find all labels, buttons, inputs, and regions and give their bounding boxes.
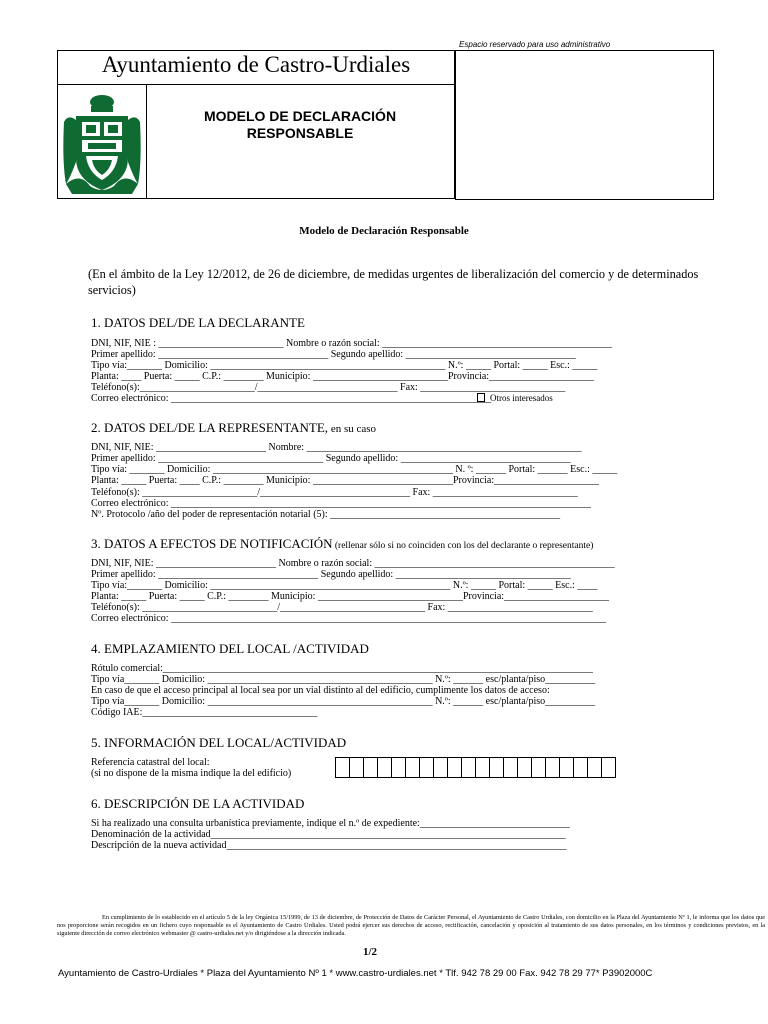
s6-line-denominacion[interactable]: Denominación de la actividad_______________________________________________________________________	[91, 829, 566, 840]
s2-line-dni[interactable]: DNI, NIF, NIE: ______________________ Nombre: _______________________________________________________	[91, 442, 582, 453]
cadastre-box[interactable]	[545, 757, 560, 778]
coat-of-arms-logo	[60, 92, 144, 196]
cadastre-box[interactable]	[587, 757, 602, 778]
s1-line-planta[interactable]: Planta: ____ Puerta: _____ C.P.: ________ Municipio: ___________________________Provincia:_____________________	[91, 371, 595, 382]
section-3-heading-note: (rellenar sólo si no coinciden con los del declarante o representante)	[332, 541, 594, 551]
cadastre-box[interactable]	[391, 757, 406, 778]
s4-line-domicilio[interactable]: Tipo vía_______ Domicilio: _____________________________________________ N.º: ______ esc/planta/piso__________	[91, 674, 596, 685]
cadastre-box[interactable]	[531, 757, 546, 778]
intro-paragraph: (En el ámbito de la Ley 12/2012, de 26 de diciembre, de medidas urgentes de liberalización del comercio y de determinados servicios)	[88, 267, 699, 297]
s4-line-iae[interactable]: Código IAE:___________________________________	[91, 707, 318, 718]
other-interested-label: Otros interesados	[490, 393, 553, 403]
s2-line-correo[interactable]: Correo electrónico: ____________________________________________________________________________________	[91, 498, 591, 509]
page-number: 1/2	[363, 946, 378, 958]
cadastre-box[interactable]	[419, 757, 434, 778]
s1-line-correo[interactable]: Correo electrónico: ________________________________________________________________	[91, 393, 491, 404]
footer-address: Ayuntamiento de Castro-Urdiales * Plaza del Ayuntamiento Nº 1 * www.castro-urdiales.net * Tlf. 942 78 29 00 Fax. 942 78 29 77* P3902000C	[58, 968, 653, 979]
cadastre-box[interactable]	[363, 757, 378, 778]
s1-line-apellidos[interactable]: Primer apellido: __________________________________ Segundo apellido: __________________________________	[91, 349, 576, 360]
cadastre-box[interactable]	[475, 757, 490, 778]
s3-line-correo[interactable]: Correo electrónico: _______________________________________________________________________________________	[91, 613, 606, 624]
s1-line-domicilio[interactable]: Tipo vía:_______ Domicilio: _______________________________________________ N.º: _____ Portal: _____ Esc.: _____	[91, 360, 598, 371]
cadastre-box[interactable]	[447, 757, 462, 778]
s3-line-telefono[interactable]: Teléfono(s): ___________________________/_____________________________ Fax: _____________________________	[91, 602, 593, 613]
model-title	[150, 108, 450, 142]
cadastre-box[interactable]	[405, 757, 420, 778]
s6-line-expediente[interactable]: Si ha realizado una consulta urbanística previamente, indique el n.º de expediente:______________________________	[91, 818, 570, 829]
cadastre-box[interactable]	[517, 757, 532, 778]
s2-line-telefono[interactable]: Teléfono(s): _______________________/______________________________ Fax: _____________________________	[91, 487, 578, 498]
section-5-heading: 5. INFORMACIÓN DEL LOCAL/ACTIVIDAD	[91, 735, 347, 750]
reserved-space-note: Espacio reservado para uso administrativo	[459, 40, 611, 49]
s2-line-domicilio[interactable]: Tipo vía: _______ Domicilio: ________________________________________________ N. º: ______ Portal: ______ Esc.: _____	[91, 464, 618, 475]
s1-line-telefono[interactable]: Teléfono(s):_______________________/____________________________ Fax: _____________________________	[91, 382, 566, 393]
cadastre-box[interactable]	[601, 757, 616, 778]
cadastre-box[interactable]	[335, 757, 350, 778]
section-6-heading: 6. DESCRIPCIÓN DE LA ACTIVIDAD	[91, 796, 305, 811]
s2-line-planta[interactable]: Planta: _____ Puerta: ____ C.P.: ________ Municipio: ____________________________Provincia:_____________________	[91, 475, 600, 486]
cadastre-box[interactable]	[503, 757, 518, 778]
s6-line-descripcion[interactable]: Descripción de la nueva actividad____________________________________________________________________	[91, 840, 567, 851]
header-divider	[146, 85, 147, 199]
s3-line-planta[interactable]: Planta: _____ Puerta: _____ C.P.: ________ Municipio: _____________________________Provincia:_____________________	[91, 591, 610, 602]
administrative-use-box	[455, 50, 714, 200]
cadastre-label: Referencia catastral del local:	[91, 757, 210, 768]
s4-line-domicilio-acceso[interactable]: Tipo vía_______ Domicilio: _____________________________________________ N.º: ______ esc/planta/piso__________	[91, 696, 596, 707]
s1-line-dni[interactable]: DNI, NIF, NIE : _________________________ Nombre o razón social: ______________________________________________	[91, 338, 613, 349]
cadastre-box[interactable]	[559, 757, 574, 778]
cadastre-box[interactable]	[377, 757, 392, 778]
section-2-heading-suffix: en su caso	[328, 423, 377, 435]
institution-name: Ayuntamiento de Castro-Urdiales	[57, 50, 455, 85]
cadastre-box[interactable]	[461, 757, 476, 778]
section-2-heading-main: 2. DATOS DEL/DE LA REPRESENTANTE,	[91, 420, 329, 435]
model-title-line1: MODELO DE DECLARACIÓN	[203, 108, 397, 124]
cadastre-box[interactable]	[349, 757, 364, 778]
checkbox-icon[interactable]	[477, 393, 485, 402]
document-title: Modelo de Declaración Responsable	[299, 225, 469, 237]
s4-line-acceso-note: En caso de que el acceso principal al local sea por un vial distinto al del edificio, cumplimente los datos de acceso:	[91, 685, 550, 696]
section-1-heading: 1. DATOS DEL/DE LA DECLARANTE	[91, 315, 305, 330]
section-2-heading	[91, 420, 376, 436]
cadastre-reference-boxes[interactable]	[336, 757, 616, 778]
other-interested-option[interactable]	[477, 393, 553, 404]
s3-line-dni[interactable]: DNI, NIF, NIE: ________________________ Nombre o razón social: ________________________________________________	[91, 558, 615, 569]
section-3-heading-main: 3. DATOS A EFECTOS DE NOTIFICACIÓN	[91, 536, 333, 551]
cadastre-box[interactable]	[573, 757, 588, 778]
s4-line-rotulo[interactable]: Rótulo comercial:______________________________________________________________________________________	[91, 663, 593, 674]
s3-line-domicilio[interactable]: Tipo vía:_______ Domicilio: ________________________________________________ N.º: _____ Portal: _____ Esc.: ____	[91, 580, 598, 591]
s3-line-apellidos[interactable]: Primer apellido: ________________________________ Segundo apellido: ___________________________________	[91, 569, 571, 580]
section-4-heading: 4. EMPLAZAMIENTO DEL LOCAL /ACTIVIDAD	[91, 641, 369, 656]
s2-line-protocolo[interactable]: Nº. Protocolo /año del poder de representación notarial (5): ______________________________________________	[91, 509, 561, 520]
section-3-heading	[91, 536, 593, 552]
model-title-line2: RESPONSABLE	[246, 125, 354, 141]
cadastre-label-note: (si no dispone de la misma indique la del edificio)	[91, 768, 292, 779]
cadastre-box[interactable]	[489, 757, 504, 778]
s2-line-apellidos[interactable]: Primer apellido: _________________________________ Segundo apellido: __________________________________	[91, 453, 571, 464]
cadastre-box[interactable]	[433, 757, 448, 778]
data-protection-notice: En cumplimiento de lo establecido en el artículo 5 de la ley Orgánica 15/1999, de 13 de diciembre, de Protección de Datos de Carácter Personal, el Ayuntamiento de Castro Urdiales, con domicilio en la Plaza del Ayuntamiento Nº 1, le informa que los datos que nos proporcione serán recogidos en un fichero cuyo responsable es el Ayuntamiento de Castro Urdiales. Usted podrá ejercer sus derechos de acceso, rectificación, cancelación y oposición al tratamiento de sus datos personales, en los términos y condiciones previstos, en la siguiente dirección de correo electrónico webmaster @ castro-urdiales.net y/o dirigiéndose a la dirección indicada.	[57, 914, 765, 937]
